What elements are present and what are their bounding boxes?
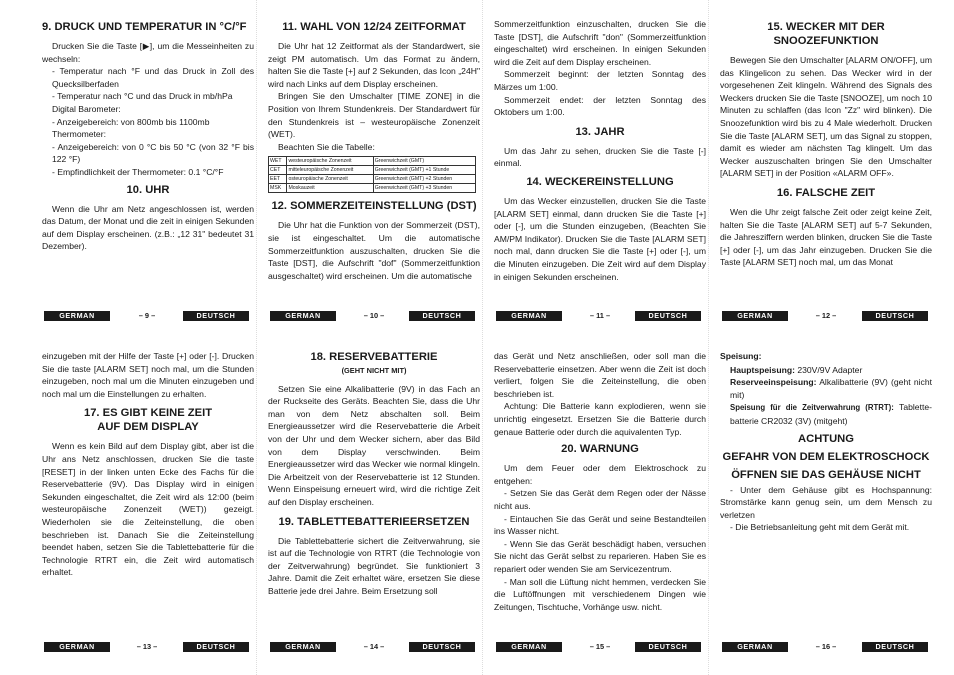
- warn-item: - Man soll die Lüftung nicht hemmen, verdecken Sie die Luftöffnungen mit verschiedenem Dingen wie Zeitungen, Tischtuche, Vorhänge usw. nicht.: [494, 576, 706, 612]
- reserve-line: [720, 376, 932, 401]
- falsche-text: Wen die Uhr zeigt falsche Zeit oder zeigt keine Zeit, halten Sie die Taste [ALARM SET] auf 5-7 Sekunden, die Jahresziffern werden blinken, drucken Sie die Taste [+] oder [-], um das Jahr einzugeben. Drucken Sie die Taste [ALARM SET] noch mal, um das Monat: [720, 206, 932, 268]
- footer-tag-deutsch: DEUTSCH: [409, 642, 475, 652]
- footer-tag-german: GERMAN: [722, 311, 788, 321]
- page-11: [494, 18, 706, 283]
- achtung-item: - Die Betriebsanleitung geht mit dem Gerät mit.: [730, 522, 910, 533]
- druck-line: - Anzeigebereich: von 0 °C bis 50 °C (von 32 °F bis 122 °F): [52, 141, 254, 165]
- heading-falsche-zeit: 16. FALSCHE ZEIT: [776, 186, 876, 199]
- druck-line: Digital Barometer:: [52, 103, 121, 114]
- table-cell: westeuropäische Zonenzeit: [287, 157, 373, 166]
- heading-tablettebatterie: 19. TABLETTEBATTERIEERSETZEN: [278, 515, 470, 528]
- haupt-label: Hauptspeisung:: [730, 364, 795, 375]
- footer-tag-deutsch: DEUTSCH: [183, 642, 249, 652]
- reserve-text: Setzen Sie eine Alkalibatterie (9V) in das Fach an der Ruckseite des Geräts. Beachten Sie, dass die Uhr man von dem Netz abschalten soll. Beim Energieaussetzer wird die Reservebatterie die Arbeit von der Uhr und dem Wecker sichern, aber das Bild von dem Display verschwinden. Beim Energieaussetzer wird das Wecker wie normal klingeln. Die Arbeitzeit von der Reservebatterie ist 12 Stunden. Wenn Einspeisung erneuert wird, wird die richtige Zeit auf den Display erscheinen.: [268, 383, 480, 507]
- heading-jahr: 13. JAHR: [575, 125, 625, 138]
- heading-uhr: 10. UHR: [126, 183, 170, 196]
- page-14: [268, 350, 480, 598]
- page-number: – 11 –: [589, 311, 611, 320]
- dst-cont-text: Sommerzeitfunktion einzuschalten, drucken Sie die Taste [DST], die Aufschrift "don" (Sommerzeitfunktion eingeschaltet) wird erscheinen. In einigen Sekunden wird die Zeit auf dem Display erscheinen.: [494, 19, 706, 67]
- heading-druck-temperatur: 9. DRUCK UND TEMPERATUR IN °C/°F: [42, 21, 247, 33]
- snooze-text: Bewegen Sie den Umschalter [ALARM ON/OFF], um das Klingelicon zu sehen. Das Wecker wird in der vorgesehenen Zeit klingeln. Während des Signals des Weckers drucken Sie die Taste [SNOOZE], um noch 10 Minuten zu schlaffen (das Icon "Zz" wird blinken). Die Snoozefunktion wird bis zu 4 Male wiederholt. Drucken Sie die Taste [ALARM SET], um das Signal zu stoppen, damit es wieder am nächsten Tag klingelt. Um das Wecker auszuschalten bringen Sie den Umschalter [ALARM SET] in der Position «ALARM OFF».: [720, 55, 932, 179]
- table-cell: Greenwichzeit (GMT) +1 Stunde: [373, 166, 475, 175]
- reserve-label: Reserveeinspeisung:: [730, 377, 817, 388]
- rtrt-line: [720, 401, 932, 427]
- heading-oeffnen: ÖFFNEN SIE DAS GEHÄUSE NICHT: [731, 468, 921, 481]
- heading-snooze: 15. WECKER MIT DER SNOOZEFUNKTION: [767, 21, 885, 47]
- page-12: [720, 18, 932, 269]
- footer-tag-german: GERMAN: [722, 642, 788, 652]
- page-10: [268, 18, 480, 282]
- table-cell: Greenwichzeit (GMT) +3 Stunden: [373, 184, 475, 193]
- haupt-value: 230V/9V Adapter: [797, 364, 863, 375]
- druck-line: - Temperatur nach °F und das Druck in Zoll des Quecksilberfaden: [52, 66, 254, 89]
- speisung-title: Speisung:: [720, 351, 762, 361]
- heading-weckereinstellung: 14. WECKEREINSTELLUNG: [526, 175, 674, 188]
- rtrt-value: Tablette-batterie CR2032 (3V) (mitgeht): [730, 402, 932, 426]
- dst-end-text: Sommerzeit endet: der letzten Sonntag des Oktobers um 1:00.: [494, 94, 706, 118]
- table-cell: Moskauzeit: [287, 184, 373, 193]
- wecker-text: Um das Wecker einzustellen, drucken Sie die Taste [ALARM SET] einmal, dann drucken Sie die Taste [+] oder [-], um die Stunden einzugeben, (Beachten Sie AM/PM Indikator). Drucken Sie die Taste [ALARM SET] noch mal, dann drucken Sie die Taste [+] oder [-], um die Minuten einzugeben. Die Zeit wird auf dem Display in einigen Sekunden erscheinen.: [494, 195, 706, 282]
- tablette-text: Die Tablettebatterie sichert die Zeitverwahrung, sie ist auf die Technologie von RTRT (die Technologie von der Zeitverwahrung) begründet. Sie funktioniert 3 Jahre. Damit die Zeit erhaltet wäre, ersetzen Sie diese Batterie jede drei Jahre. Beim Ersetzung soll: [268, 535, 480, 596]
- page-divider: [256, 0, 258, 675]
- timezone-table: [268, 156, 476, 193]
- footer-tag-deutsch: DEUTSCH: [862, 311, 928, 321]
- table-cell: Greenwichzeit (GMT): [373, 157, 475, 166]
- table-cell: EET: [269, 175, 287, 184]
- heading-achtung: ACHTUNG: [798, 432, 854, 445]
- footer-tag-german: GERMAN: [496, 642, 562, 652]
- warn-item: - Wenn Sie das Gerät beschädigt haben, versuchen Sie nicht das Gerät selbst zu reparieren. Haben Sie es repariert oder wenden Sie am Servicezentrum.: [494, 538, 706, 574]
- heading-warnung: 20. WARNUNG: [561, 443, 639, 456]
- keine-text: Wenn es kein Bild auf dem Display gibt, aber ist die Uhr ans Netz anschlossen, drucken Sie die taste [RESET] in der linken unten Ecke des Fachs für die Reservebatterie (9V). Das Display wird in einigen Sekunden eingeschaltet, die Zeit wird als 12:00 (beim westeuropäische Zonenzeit (WET)) gezeigt. Wiederholen sie die Zeiteinstellung, die oben beschrieben ist. Danach Sie die Zeiteinstellung beendet haben, setzen Sie die Tablettebatterie für die Technologie RTRT ein, die Zeit wird automatisch erhaltet.: [42, 441, 254, 578]
- druck-line: Drucken Sie die Taste [▶], um die Messeinheiten zu wechseln:: [42, 41, 254, 64]
- page-13: [42, 350, 254, 579]
- table-intro: Beachten Sie die Tabelle:: [278, 141, 375, 152]
- table-cell: osteuropäische Zonenzeit: [287, 175, 373, 184]
- heading-reservebatterie: 18. RESERVEBATTERIE: [310, 351, 438, 363]
- reserve-value: Alkalibatterie (9V) (geht nicht mit): [730, 377, 932, 400]
- page-number: – 10 –: [363, 311, 385, 320]
- footer-tag-german: GERMAN: [44, 642, 110, 652]
- achtung-text: Achtung: Die Batterie kann explodieren, wenn sie unrichtig eingesetzt. Ersetzen Sie die Batterie durch genaue Batterie oder durch die aquivalenten Typ.: [494, 401, 706, 437]
- warn-item: - Eintauchen Sie das Gerät und seine Bestandteilen ins Wasser nicht.: [494, 513, 706, 537]
- page-15: [494, 350, 706, 613]
- table-cell: MSK: [269, 184, 287, 193]
- footer-tag-german: GERMAN: [496, 311, 562, 321]
- footer-tag-deutsch: DEUTSCH: [635, 642, 701, 652]
- cont-text: das Gerät und Netz anschließen, oder soll man die Reservebatterie einsetzen. Aber wenn die Zeit ist doch verliert, folgen Sie die Zeiteinstellung, die oben beschrieben ist.: [494, 351, 706, 399]
- uhr-text: Wenn die Uhr am Netz angeschlossen ist, werden das Datum, der Monat und die zeit in einigen Sekunden auf dem Display erscheinen. (z.B.: „12 31" bedeutet 31 Dezember).: [42, 203, 254, 252]
- table-cell: Greenwichzeit (GMT) +2 Stunden: [373, 175, 475, 184]
- footer-tag-german: GERMAN: [270, 642, 336, 652]
- cont-text: einzugeben mit der Hilfe der Taste [+] oder [-]. Drucken Sie die taste [ALARM SET] noch mal, um die Stunden einzugeben, noch mal um die Minuten einzugeben und noch mal um die Einstellungen zu erhalten.: [42, 351, 254, 399]
- druck-line: - Temperatur nach °C und das Druck in mb/hPa: [52, 91, 233, 102]
- heading-gefahr: GEFAHR VON DEM ELEKTROSCHOCK: [722, 450, 930, 463]
- warn-intro: Um dem Feuer oder dem Elektroschock zu entgehen:: [494, 463, 706, 486]
- page-divider: [708, 0, 710, 675]
- warn-item: - Setzen Sie das Gerät dem Regen oder der Nässe nicht aus.: [494, 488, 706, 511]
- table-cell: CET: [269, 166, 287, 175]
- reserve-subheading: (GEHT NICHT MIT): [341, 366, 407, 375]
- page-number: – 14 –: [363, 642, 385, 651]
- zone-text: Bringen Sie den Umschalter [TIME ZONE] in die Position von Ihrem Stundenkreis. Der Standardwert für den Stundenkreis ist – westeuropäische Zonenzeit (WET).: [268, 91, 480, 140]
- footer-tag-deutsch: DEUTSCH: [409, 311, 475, 321]
- dst-start-text: Sommerzeit beginnt: der letzten Sonntag des Märzes um 1:00.: [494, 69, 706, 92]
- heading-dst: 12. SOMMERZEITEINSTELLUNG (DST): [271, 200, 477, 213]
- page-number: – 13 –: [136, 642, 158, 651]
- page-number: – 9 –: [138, 311, 156, 320]
- footer-tag-german: GERMAN: [44, 311, 110, 321]
- haupt-line: [720, 364, 932, 377]
- table-row: [269, 184, 476, 193]
- page-9: [42, 18, 254, 253]
- druck-line: Thermometer:: [52, 129, 106, 140]
- table-row: [269, 157, 476, 166]
- footer-tag-deutsch: DEUTSCH: [183, 311, 249, 321]
- table-row: [269, 166, 476, 175]
- druck-line: - Anzeigebereich: von 800mb bis 1100mb: [52, 116, 210, 127]
- achtung-item: - Unter dem Gehäuse gibt es Hochspannung: Stromstärke kann genug sein, um dem Mensch zu verletzen: [720, 484, 932, 520]
- page-number: – 12 –: [815, 311, 837, 320]
- page-number: – 15 –: [589, 642, 611, 651]
- footer-tag-deutsch: DEUTSCH: [862, 642, 928, 652]
- heading-keine-zeit: 17. ES GIBT KEINE ZEIT AUF DEM DISPLAY: [83, 407, 213, 434]
- table-row: [269, 175, 476, 184]
- heading-zeitformat: 11. WAHL VON 12/24 ZEITFORMAT: [282, 21, 466, 33]
- table-cell: WET: [269, 157, 287, 166]
- page-16: [720, 350, 932, 534]
- footer-tag-deutsch: DEUTSCH: [635, 311, 701, 321]
- jahr-text: Um das Jahr zu sehen, drucken Sie die Taste [-] einmal.: [494, 145, 706, 169]
- footer-tag-german: GERMAN: [270, 311, 336, 321]
- rtrt-label: Speisung für die Zeitverwahrung (RTRT):: [730, 403, 894, 413]
- speisung-label: [720, 350, 932, 363]
- dst-text: Die Uhr hat die Funktion von der Sommerzeit (DST), sie ist eingeschaltet. Um die automatische Sommerzeitfunktion auszuschalten, drucken Sie die Taste [DST], die Aufschrift "dof" (Sommerzeitfunktion ausgeschaltet) wird erscheinen. Um die automatische: [268, 220, 480, 281]
- format-text: Die Uhr hat 12 Zeitformat als der Standardwert, sie zeigt PM automatisch. Um das Format zu ändern, halten Sie die Taste [+] auf 2 Sekunden, das Icon „24H" wird nach Links auf dem Display erscheinen.: [268, 41, 480, 89]
- druck-line: - Empfindlichkeit der Thermometer: 0.1 °C/°F: [52, 166, 224, 177]
- page-divider: [482, 0, 484, 675]
- table-cell: mitteleuropäische Zonenzeit: [287, 166, 373, 175]
- page-number: – 16 –: [815, 642, 837, 651]
